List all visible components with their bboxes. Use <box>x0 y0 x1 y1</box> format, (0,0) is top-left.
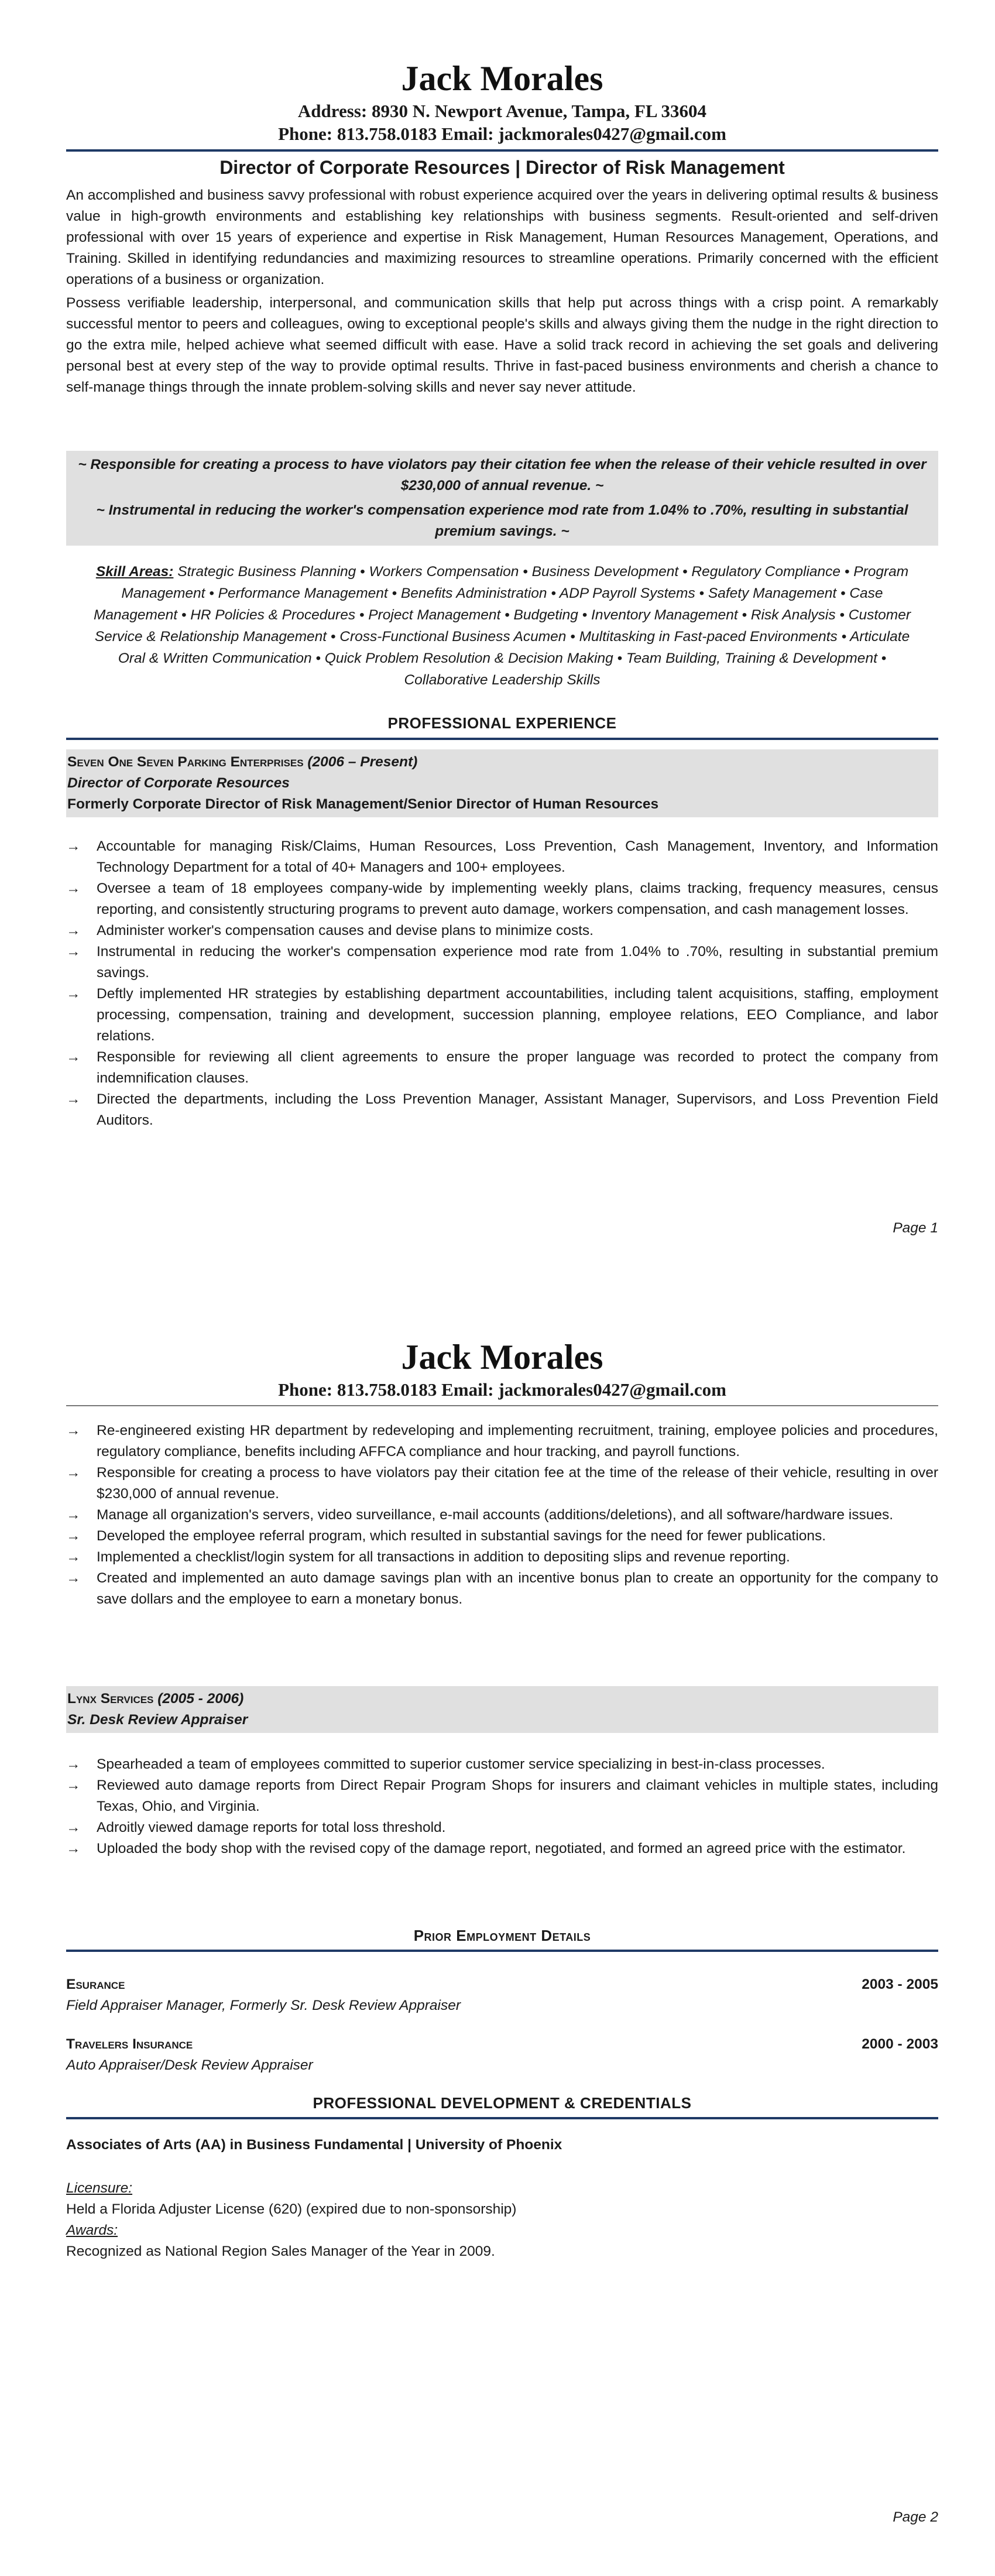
arrow-icon: → <box>66 881 81 896</box>
section-heading-prior-employment: Prior Employment Details <box>413 1927 591 1944</box>
awards-label: Awards: <box>66 2222 118 2238</box>
arrow-icon: → <box>66 1528 81 1544</box>
job-company: Seven One Seven Parking Enterprises <box>67 754 304 770</box>
prior-employer-role: Auto Appraiser/Desk Review Appraiser <box>66 2057 313 2073</box>
dev-rule <box>66 2117 938 2119</box>
job-company-line <box>67 752 937 773</box>
summary-paragraph-1: An accomplished and business savvy professional with robust experience acquired over the years in delivering optimal results & business value in high-growth environments and establishing key relationships with business segments. Result-oriented and self-driven professional with over 15 years of experience and expertise in Risk Management, Human Resources Management, Operations, and Training. Skilled in identifying redundancies and maximizing resources to streamline operations. Primarily concerned with the efficient operations of a business or organization. <box>66 187 938 287</box>
list-item: → Oversee a team of 18 employees company-wide by implementing weekly plans, claims tracking, frequency measures, census reporting, and consistently structuring programs to prevent auto damage, workers compensation, and cash management losses. <box>66 878 938 920</box>
arrow-icon: → <box>66 838 81 854</box>
arrow-icon: → <box>66 1091 81 1107</box>
job-header-lynx <box>66 1686 938 1733</box>
arrow-icon: → <box>66 1777 81 1793</box>
licensure-label: Licensure: <box>66 2180 133 2196</box>
header-rule <box>66 149 938 152</box>
prior-heading-block <box>66 1925 938 1946</box>
job1-bullets-continued <box>66 1420 938 1610</box>
list-item: → Created and implemented an auto damage savings plan with an incentive bonus plan to create an opportunity for the company to save dollars and the employee to earn a monetary bonus. <box>66 1568 938 1610</box>
licensure-text: Held a Florida Adjuster License (620) (expired due to non-sponsorship) <box>66 2201 517 2217</box>
section-heading-experience: PROFESSIONAL EXPERIENCE <box>387 714 617 732</box>
prior-employer-role: Field Appraiser Manager, Formerly Sr. Desk Review Appraiser <box>66 1998 461 2013</box>
arrow-icon: → <box>66 944 81 960</box>
job-header-seven-one-seven <box>66 749 938 817</box>
skills-block <box>66 561 938 691</box>
prior-employer-dates: 2000 - 2003 <box>862 2036 938 2052</box>
section-heading-development: PROFESSIONAL DEVELOPMENT & CREDENTIALS <box>313 2094 692 2112</box>
skills-label: Skill Areas: <box>95 564 174 580</box>
achievements-box <box>66 451 938 546</box>
list-item: → Reviewed auto damage reports from Direct Repair Program Shops for insurers and claimant vehicles in multiple states, including Texas, Ohio, and Virginia. <box>66 1775 938 1817</box>
list-item: → Accountable for managing Risk/Claims, Human Resources, Loss Prevention, Cash Management, Inventory, and Information Technology Department for a total of 40+ Managers and 100+ employees. <box>66 836 938 878</box>
job-former-title: Formerly Corporate Director of Risk Management/Senior Director of Human Resources <box>67 796 659 812</box>
page-number-2: Page 2 <box>893 2509 938 2525</box>
candidate-name-2: Jack Morales <box>401 1338 603 1376</box>
job-title: Director of Corporate Resources <box>67 775 290 791</box>
arrow-icon: → <box>66 1756 81 1772</box>
headline: Director of Corporate Resources | Director of Risk Management <box>219 157 785 178</box>
experience-heading-block <box>66 712 938 734</box>
prior-employer-dates: 2003 - 2005 <box>862 1976 938 1992</box>
arrow-icon: → <box>66 1820 81 1835</box>
arrow-icon: → <box>66 1507 81 1523</box>
skills-list: Strategic Business Planning • Workers Compensation • Business Development • Regulatory Compliance • Program Management • Performance Management • Benefits Administration • ADP Payroll Systems • Safety Management • Case Management • HR Policies & Procedures • Project Management • Budgeting • Inventory Management • Risk Analysis • Customer Service & Relationship Management • Cross-Functional Business Acumen • Multitasking in Fast-paced Environments • Articulate Oral & Written Communication • Quick Problem Resolution & Decision Making • Team Building, Training & Development • Collaborative Leadership Skills <box>94 564 911 688</box>
prior-employment-list <box>66 1974 938 2076</box>
arrow-icon: → <box>66 1549 81 1565</box>
header-block <box>66 57 938 145</box>
address-line: Address: 8930 N. Newport Avenue, Tampa, FL 33604 <box>297 101 707 121</box>
list-item: → Implemented a checklist/login system for all transactions in addition to depositing slips and revenue reporting. <box>66 1547 938 1568</box>
phone-email-line: Phone: 813.758.0183 Email: jackmorales0427@gmail.com <box>278 124 726 144</box>
summary-block <box>66 185 938 398</box>
list-item: → Administer worker's compensation causes and devise plans to minimize costs. <box>66 920 938 941</box>
arrow-icon: → <box>66 1049 81 1065</box>
achievement-2: ~ Instrumental in reducing the worker's compensation experience mod rate from 1.04% to .70%, resulting in substantial premium savings. ~ <box>96 502 908 539</box>
arrow-icon: → <box>66 1465 81 1481</box>
list-item: → Manage all organization's servers, video surveillance, e-mail accounts (additions/deletions), and all software/hardware issues. <box>66 1505 938 1526</box>
job-dates: (2006 – Present) <box>307 754 418 770</box>
list-item: → Spearheaded a team of employees committed to superior customer service specializing in best-in-class processes. <box>66 1754 938 1775</box>
job-company-2: Lynx Services <box>67 1691 154 1707</box>
prior-employer-name: Esurance <box>66 1976 125 1992</box>
arrow-icon: → <box>66 923 81 938</box>
list-item: → Deftly implemented HR strategies by establishing department accountabilities, including talent acquisitions, staffing, employment processing, compensation, training and development, succession planning, employee relations, EEO Compliance, and labor relations. <box>66 984 938 1047</box>
job-title-2: Sr. Desk Review Appraiser <box>67 1712 248 1728</box>
candidate-name: Jack Morales <box>401 59 603 98</box>
arrow-icon: → <box>66 1423 81 1438</box>
list-item: → Responsible for reviewing all client agreements to ensure the proper language was recorded to protect the company from indemnification clauses. <box>66 1047 938 1089</box>
phone-email-line-2: Phone: 813.758.0183 Email: jackmorales0427@gmail.com <box>278 1379 726 1400</box>
resume-page-2 <box>0 1288 995 2576</box>
headline-block <box>66 155 938 180</box>
prior-rule <box>66 1950 938 1952</box>
list-item: → Re-engineered existing HR department by redeveloping and implementing recruitment, training, employee policies and procedures, regulatory compliance, benefits including AFFCA compliance and hour tracking, and payroll functions. <box>66 1420 938 1462</box>
job-dates-2: (2005 - 2006) <box>157 1691 244 1707</box>
arrow-icon: → <box>66 986 81 1002</box>
page-number: Page 1 <box>893 1220 938 1236</box>
prior-employer-name: Travelers Insurance <box>66 2036 193 2052</box>
arrow-icon: → <box>66 1570 81 1586</box>
awards-text: Recognized as National Region Sales Manager of the Year in 2009. <box>66 2243 495 2259</box>
prior-employer-row <box>66 1974 938 1995</box>
job1-bullets <box>66 836 938 1131</box>
dev-heading-block <box>66 2092 938 2113</box>
summary-paragraph-2: Possess verifiable leadership, interpersonal, and communication skills that help put across things with a crisp point. A remarkably successful mentor to peers and colleagues, owing to exceptional people's skills and always giving them the nudge in the right direction to go the extra mile, helped achieve what seemed difficult with ease. Have a solid track record in achieving the set goals and delivering personal best at every step of the way to provide optimal results. Thrive in fast-paced business environments and cherish a chance to self-manage things through the innate problem-solving skills and never say never attitude. <box>66 295 938 395</box>
list-item: → Instrumental in reducing the worker's compensation experience mod rate from 1.04% to .70%, resulting in substantial premium savings. <box>66 941 938 984</box>
experience-rule <box>66 738 938 740</box>
arrow-icon: → <box>66 1841 81 1856</box>
job2-bullets <box>66 1754 938 1859</box>
skills-text <box>66 561 938 691</box>
header-rule-2 <box>66 1405 938 1406</box>
list-item: → Adroitly viewed damage reports for total loss threshold. <box>66 1817 938 1838</box>
header-block-2 <box>66 1336 938 1401</box>
list-item: → Responsible for creating a process to have violators pay their citation fee at the time of the release of their vehicle, resulting in over $230,000 of annual revenue. <box>66 1462 938 1505</box>
degree: Associates of Arts (AA) in Business Fundamental | University of Phoenix <box>66 2137 562 2153</box>
list-item: → Uploaded the body shop with the revised copy of the damage report, negotiated, and formed an agreed price with the estimator. <box>66 1838 938 1859</box>
list-item: → Directed the departments, including the Loss Prevention Manager, Assistant Manager, Supervisors, and Loss Prevention Field Auditors. <box>66 1089 938 1131</box>
prior-employer-row <box>66 2034 938 2055</box>
list-item: → Developed the employee referral program, which resulted in substantial savings for the need for fewer publications. <box>66 1526 938 1547</box>
achievement-1: ~ Responsible for creating a process to have violators pay their citation fee when the release of their vehicle resulted in over $230,000 of annual revenue. ~ <box>78 457 927 494</box>
job-company-line-2 <box>67 1688 937 1710</box>
credentials-block <box>66 2135 938 2262</box>
